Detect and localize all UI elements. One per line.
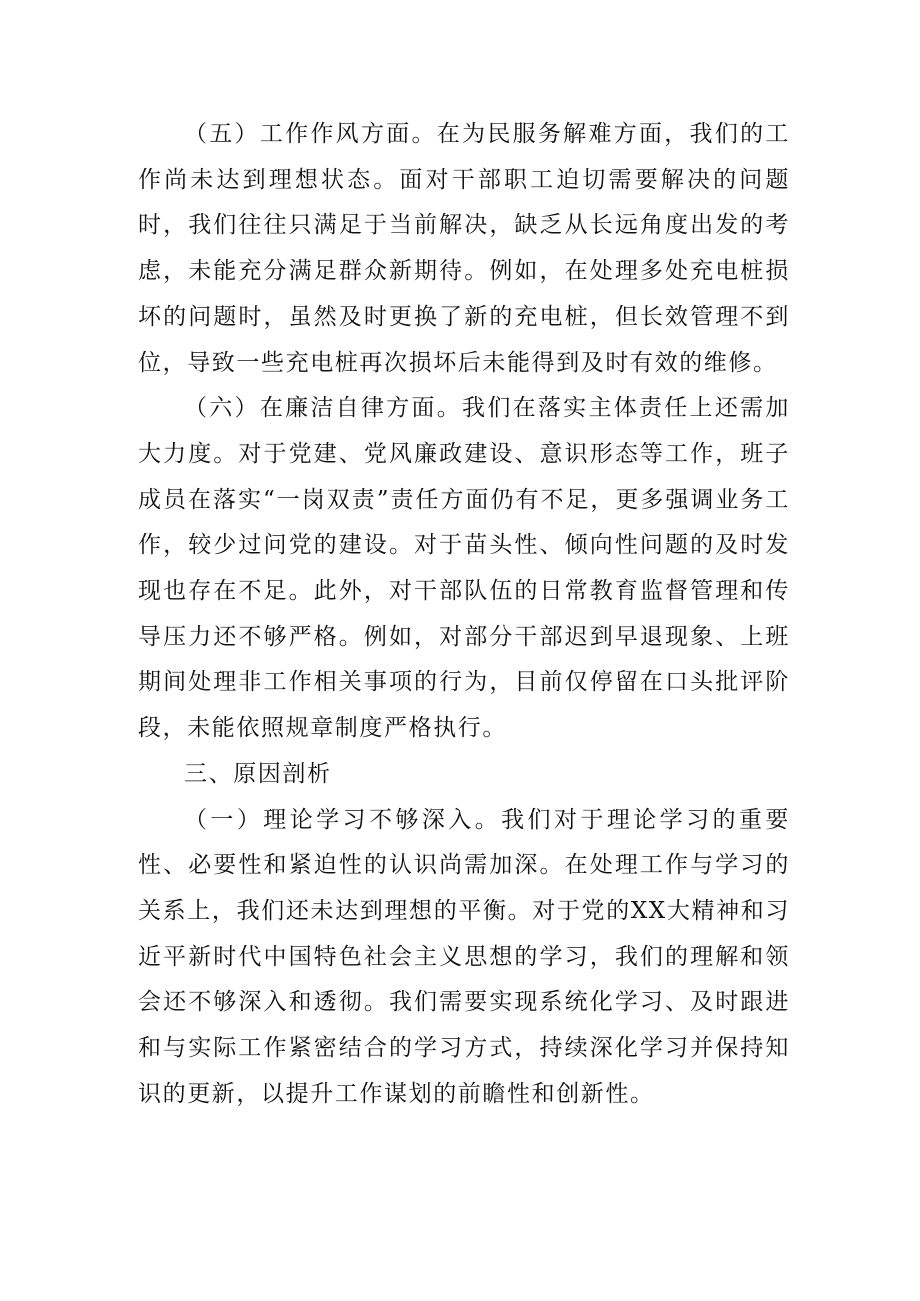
section-heading-cause-analysis: 三、原因剖析 [184,760,332,787]
paragraph-integrity: （六）在廉洁自律方面。我们在落实主体责任上还需加大力度。对于党建、党风廉政建设、意识形态等工作，班子成员在落实“一岗双责”责任方面仍有不足，更多强调业务工作，较少过问党的建设。对于苗头性、倾向性问题的及时发现也存在不足。此外，对干部队伍的日常教育监督管理和传导压力还不够严格。例如，对部分干部迟到早退现象、上班期间处理非工作相关事项的行为，目前仅停留在口头批评阶段，未能依照规章制度严格执行。 [138,395,790,742]
paragraph-theory-study: （一）理论学习不够深入。我们对于理论学习的重要性、必要性和紧迫性的认识尚需加深。在处理工作与学习的关系上，我们还未达到理想的平衡。对于党的XX大精神和习近平新时代中国特色社会主义思想的学习，我们的理解和领会还不够深入和透彻。我们需要实现系统化学习、及时跟进和与实际工作紧密结合的学习方式，持续深化学习并保持知识的更新，以提升工作谋划的前瞻性和创新性。 [138,806,790,1107]
paragraph-work-style: （五）工作作风方面。在为民服务解难方面，我们的工作尚未达到理想状态。面对干部职工迫切需要解决的问题时，我们往往只满足于当前解决，缺乏从长远角度出发的考虑，未能充分满足群众新期待。例如，在处理多处充电桩损坏的问题时，虽然及时更换了新的充电桩，但长效管理不到位，导致一些充电桩再次损坏后未能得到及时有效的维修。 [138,121,790,376]
document-body [138,112,790,1117]
